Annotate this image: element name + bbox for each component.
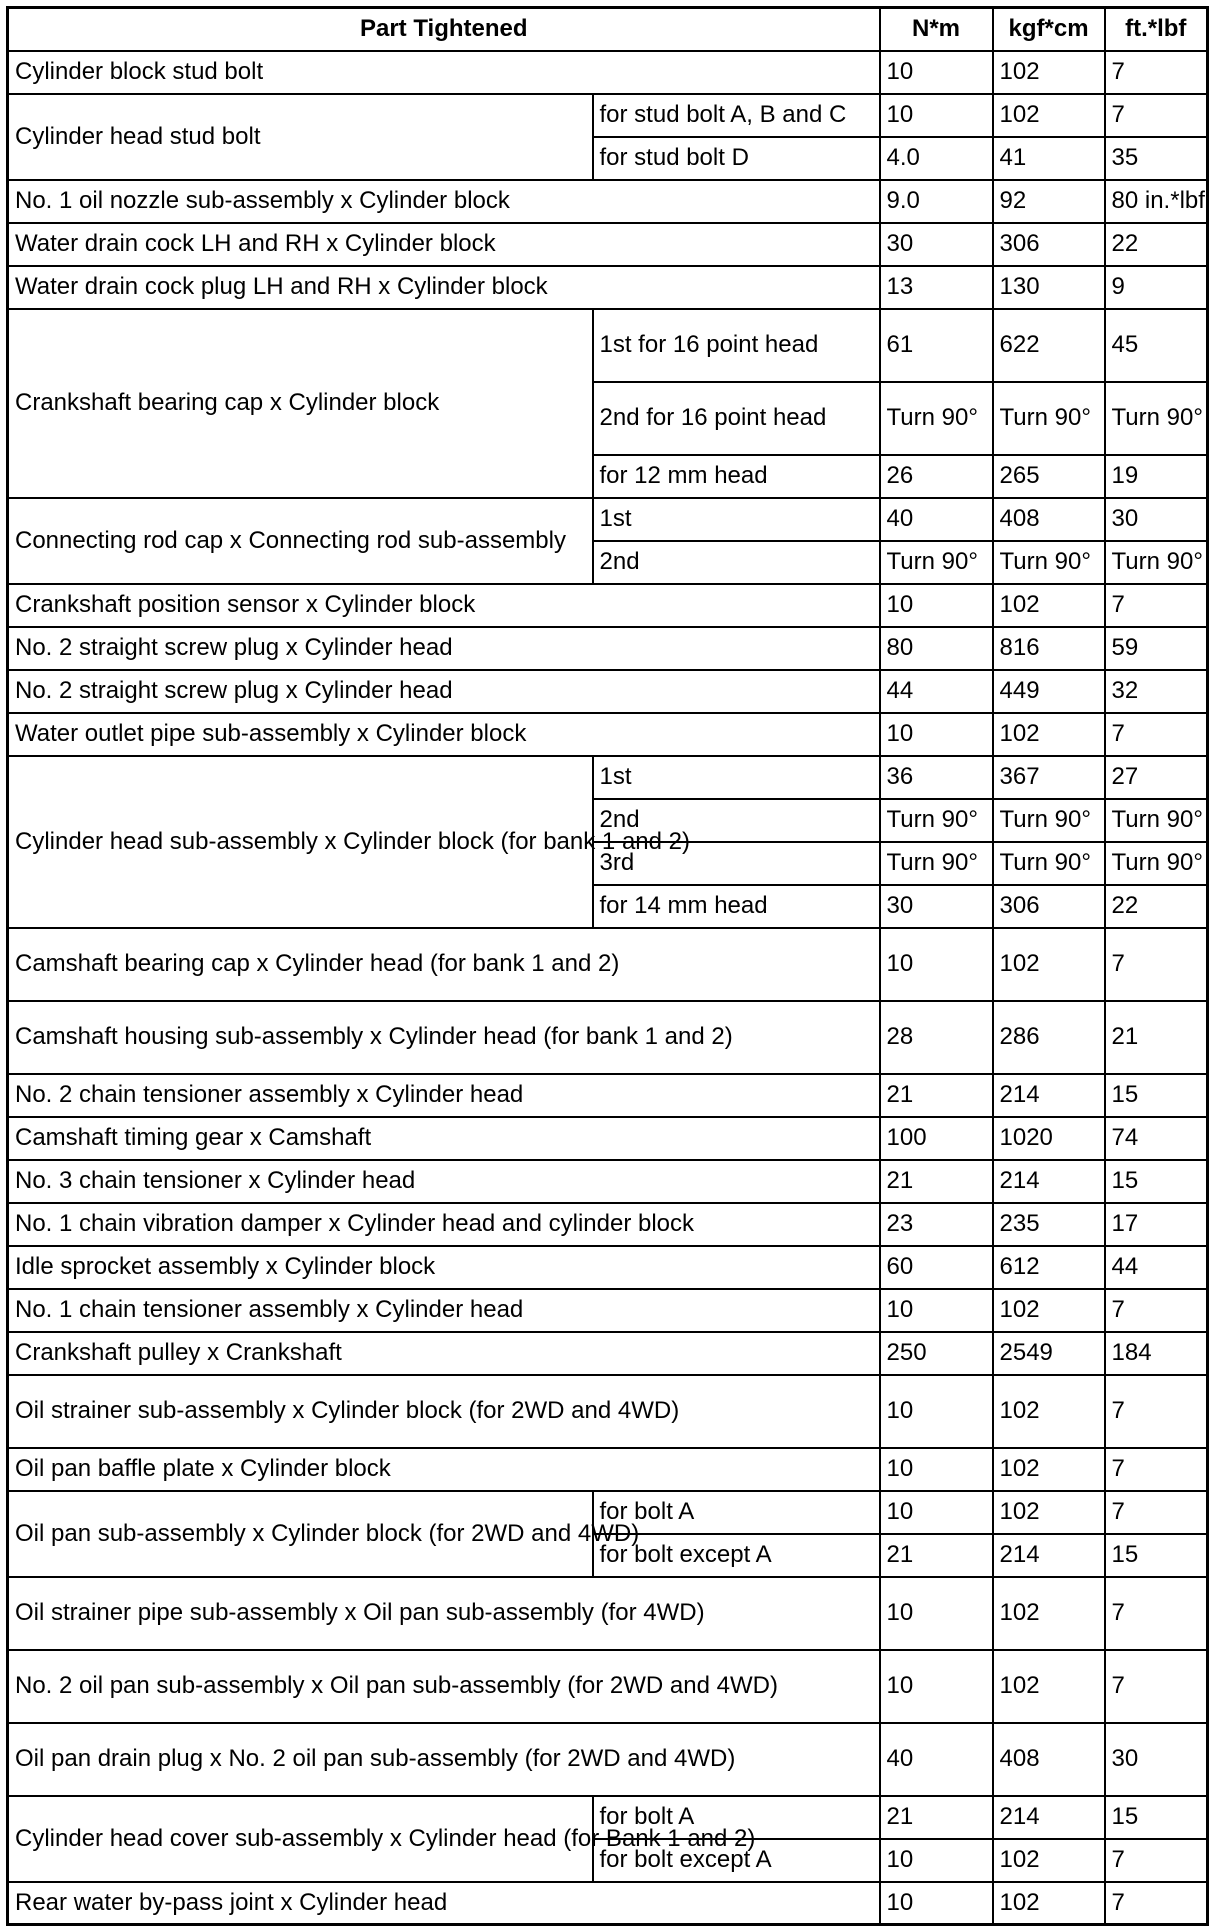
table-row xyxy=(8,1289,1208,1332)
kgfcm-value-cell: 306 xyxy=(993,223,1105,266)
part-name-cell: Cylinder head sub-assembly x Cylinder block (for bank 1 and 2) xyxy=(8,756,593,928)
condition-cell: 1st xyxy=(593,756,880,799)
part-name-cell: Cylinder head cover sub-assembly x Cylinder head (for Bank 1 and 2) xyxy=(8,1796,593,1882)
part-name-cell: Camshaft timing gear x Camshaft xyxy=(8,1117,880,1160)
table-row xyxy=(8,309,1208,382)
ftlbf-value-cell: 7 xyxy=(1105,1577,1208,1650)
ftlbf-value-cell: 27 xyxy=(1105,756,1208,799)
kgfcm-value-cell: 102 xyxy=(993,1448,1105,1491)
kgfcm-value-cell: Turn 90° xyxy=(993,382,1105,455)
nm-value-cell: 250 xyxy=(880,1332,993,1375)
table-row xyxy=(8,94,1208,137)
torque-spec-table xyxy=(6,6,1209,1926)
kgfcm-value-cell: 102 xyxy=(993,1839,1105,1882)
condition-cell: for 12 mm head xyxy=(593,455,880,498)
condition-cell: for bolt A xyxy=(593,1491,880,1534)
ftlbf-value-cell: 15 xyxy=(1105,1160,1208,1203)
ftlbf-value-cell: 59 xyxy=(1105,627,1208,670)
part-name-cell: No. 2 straight screw plug x Cylinder head xyxy=(8,627,880,670)
ftlbf-value-cell: 15 xyxy=(1105,1796,1208,1839)
header-part-tightened: Part Tightened xyxy=(8,8,880,51)
ftlbf-value-cell: 30 xyxy=(1105,1723,1208,1796)
table-row xyxy=(8,756,1208,799)
nm-value-cell: 10 xyxy=(880,1577,993,1650)
table-row xyxy=(8,1448,1208,1491)
table-row xyxy=(8,584,1208,627)
kgfcm-value-cell: 214 xyxy=(993,1534,1105,1577)
part-name-cell: Water outlet pipe sub-assembly x Cylinder block xyxy=(8,713,880,756)
kgfcm-value-cell: 214 xyxy=(993,1074,1105,1117)
kgfcm-value-cell: 367 xyxy=(993,756,1105,799)
table-row xyxy=(8,1001,1208,1074)
ftlbf-value-cell: 22 xyxy=(1105,223,1208,266)
nm-value-cell: Turn 90° xyxy=(880,799,993,842)
kgfcm-value-cell: 130 xyxy=(993,266,1105,309)
ftlbf-value-cell: Turn 90° xyxy=(1105,541,1208,584)
table-row xyxy=(8,51,1208,94)
part-name-cell: No. 1 chain vibration damper x Cylinder head and cylinder block xyxy=(8,1203,880,1246)
nm-value-cell: 10 xyxy=(880,584,993,627)
header-kgfcm: kgf*cm xyxy=(993,8,1105,51)
nm-value-cell: 40 xyxy=(880,498,993,541)
kgfcm-value-cell: 102 xyxy=(993,928,1105,1001)
table-row xyxy=(8,1160,1208,1203)
table-row xyxy=(8,223,1208,266)
kgfcm-value-cell: 612 xyxy=(993,1246,1105,1289)
kgfcm-value-cell: 102 xyxy=(993,1650,1105,1723)
ftlbf-value-cell: 184 xyxy=(1105,1332,1208,1375)
nm-value-cell: 28 xyxy=(880,1001,993,1074)
table-row xyxy=(8,713,1208,756)
part-name-cell: Crankshaft pulley x Crankshaft xyxy=(8,1332,880,1375)
kgfcm-value-cell: 102 xyxy=(993,713,1105,756)
nm-value-cell: 10 xyxy=(880,1289,993,1332)
ftlbf-value-cell: 7 xyxy=(1105,713,1208,756)
nm-value-cell: 10 xyxy=(880,713,993,756)
nm-value-cell: 23 xyxy=(880,1203,993,1246)
ftlbf-value-cell: 7 xyxy=(1105,1839,1208,1882)
table-row xyxy=(8,1203,1208,1246)
table-row xyxy=(8,1796,1208,1839)
part-name-cell: Cylinder head stud bolt xyxy=(8,94,593,180)
ftlbf-value-cell: 7 xyxy=(1105,51,1208,94)
table-row xyxy=(8,498,1208,541)
part-name-cell: Oil strainer pipe sub-assembly x Oil pan sub-assembly (for 4WD) xyxy=(8,1577,880,1650)
kgfcm-value-cell: 102 xyxy=(993,1289,1105,1332)
table-row xyxy=(8,1074,1208,1117)
part-name-cell: Crankshaft bearing cap x Cylinder block xyxy=(8,309,593,498)
table-row xyxy=(8,1375,1208,1448)
table-row xyxy=(8,1246,1208,1289)
nm-value-cell: 30 xyxy=(880,885,993,928)
condition-cell: for stud bolt A, B and C xyxy=(593,94,880,137)
condition-cell: for bolt A xyxy=(593,1796,880,1839)
kgfcm-value-cell: 286 xyxy=(993,1001,1105,1074)
kgfcm-value-cell: 408 xyxy=(993,498,1105,541)
condition-cell: 2nd for 16 point head xyxy=(593,382,880,455)
kgfcm-value-cell: 102 xyxy=(993,51,1105,94)
nm-value-cell: 10 xyxy=(880,1491,993,1534)
part-name-cell: Oil pan baffle plate x Cylinder block xyxy=(8,1448,880,1491)
part-name-cell: No. 2 straight screw plug x Cylinder head xyxy=(8,670,880,713)
ftlbf-value-cell: 22 xyxy=(1105,885,1208,928)
ftlbf-value-cell: 35 xyxy=(1105,137,1208,180)
nm-value-cell: 13 xyxy=(880,266,993,309)
nm-value-cell: 40 xyxy=(880,1723,993,1796)
ftlbf-value-cell: 15 xyxy=(1105,1074,1208,1117)
ftlbf-value-cell: 32 xyxy=(1105,670,1208,713)
kgfcm-value-cell: 265 xyxy=(993,455,1105,498)
part-name-cell: Water drain cock LH and RH x Cylinder block xyxy=(8,223,880,266)
ftlbf-value-cell: 7 xyxy=(1105,94,1208,137)
kgfcm-value-cell: 102 xyxy=(993,1577,1105,1650)
part-name-cell: No. 3 chain tensioner x Cylinder head xyxy=(8,1160,880,1203)
nm-value-cell: 10 xyxy=(880,928,993,1001)
kgfcm-value-cell: Turn 90° xyxy=(993,799,1105,842)
kgfcm-value-cell: 102 xyxy=(993,94,1105,137)
nm-value-cell: 21 xyxy=(880,1796,993,1839)
nm-value-cell: 21 xyxy=(880,1074,993,1117)
nm-value-cell: 10 xyxy=(880,1448,993,1491)
part-name-cell: Cylinder block stud bolt xyxy=(8,51,880,94)
condition-cell: for stud bolt D xyxy=(593,137,880,180)
ftlbf-value-cell: 74 xyxy=(1105,1117,1208,1160)
table-row xyxy=(8,266,1208,309)
nm-value-cell: 4.0 xyxy=(880,137,993,180)
part-name-cell: Idle sprocket assembly x Cylinder block xyxy=(8,1246,880,1289)
condition-cell: for bolt except A xyxy=(593,1839,880,1882)
nm-value-cell: 21 xyxy=(880,1160,993,1203)
header-ftlbf: ft.*lbf xyxy=(1105,8,1208,51)
condition-cell: 2nd xyxy=(593,799,880,842)
ftlbf-value-cell: 7 xyxy=(1105,1375,1208,1448)
part-name-cell: No. 2 chain tensioner assembly x Cylinder head xyxy=(8,1074,880,1117)
part-name-cell: Oil pan drain plug x No. 2 oil pan sub-assembly (for 2WD and 4WD) xyxy=(8,1723,880,1796)
ftlbf-value-cell: 15 xyxy=(1105,1534,1208,1577)
kgfcm-value-cell: 214 xyxy=(993,1796,1105,1839)
kgfcm-value-cell: 2549 xyxy=(993,1332,1105,1375)
header-nm: N*m xyxy=(880,8,993,51)
ftlbf-value-cell: Turn 90° xyxy=(1105,382,1208,455)
nm-value-cell: 10 xyxy=(880,51,993,94)
nm-value-cell: 10 xyxy=(880,1375,993,1448)
kgfcm-value-cell: 235 xyxy=(993,1203,1105,1246)
kgfcm-value-cell: 214 xyxy=(993,1160,1105,1203)
ftlbf-value-cell: Turn 90° xyxy=(1105,842,1208,885)
nm-value-cell: 26 xyxy=(880,455,993,498)
table-row xyxy=(8,180,1208,223)
ftlbf-value-cell: 7 xyxy=(1105,928,1208,1001)
ftlbf-value-cell: 44 xyxy=(1105,1246,1208,1289)
table-row xyxy=(8,1577,1208,1650)
condition-cell: for 14 mm head xyxy=(593,885,880,928)
kgfcm-value-cell: 102 xyxy=(993,1375,1105,1448)
table-row xyxy=(8,1332,1208,1375)
table-row xyxy=(8,1491,1208,1534)
kgfcm-value-cell: 622 xyxy=(993,309,1105,382)
ftlbf-value-cell: 7 xyxy=(1105,1289,1208,1332)
ftlbf-value-cell: 7 xyxy=(1105,1491,1208,1534)
ftlbf-value-cell: 9 xyxy=(1105,266,1208,309)
ftlbf-value-cell: 7 xyxy=(1105,1882,1208,1925)
ftlbf-value-cell: 7 xyxy=(1105,584,1208,627)
nm-value-cell: 10 xyxy=(880,94,993,137)
nm-value-cell: 21 xyxy=(880,1534,993,1577)
part-name-cell: Crankshaft position sensor x Cylinder block xyxy=(8,584,880,627)
part-name-cell: No. 2 oil pan sub-assembly x Oil pan sub-assembly (for 2WD and 4WD) xyxy=(8,1650,880,1723)
part-name-cell: Camshaft bearing cap x Cylinder head (for bank 1 and 2) xyxy=(8,928,880,1001)
table-body xyxy=(8,51,1208,1925)
ftlbf-value-cell: 30 xyxy=(1105,498,1208,541)
part-name-cell: No. 1 oil nozzle sub-assembly x Cylinder block xyxy=(8,180,880,223)
part-name-cell: Oil strainer sub-assembly x Cylinder block (for 2WD and 4WD) xyxy=(8,1375,880,1448)
kgfcm-value-cell: 816 xyxy=(993,627,1105,670)
nm-value-cell: 44 xyxy=(880,670,993,713)
kgfcm-value-cell: 102 xyxy=(993,1491,1105,1534)
ftlbf-value-cell: 45 xyxy=(1105,309,1208,382)
kgfcm-value-cell: 306 xyxy=(993,885,1105,928)
kgfcm-value-cell: Turn 90° xyxy=(993,842,1105,885)
ftlbf-value-cell: 17 xyxy=(1105,1203,1208,1246)
nm-value-cell: 61 xyxy=(880,309,993,382)
part-name-cell: Oil pan sub-assembly x Cylinder block (for 2WD and 4WD) xyxy=(8,1491,593,1577)
condition-cell: 3rd xyxy=(593,842,880,885)
kgfcm-value-cell: 1020 xyxy=(993,1117,1105,1160)
table-row xyxy=(8,1723,1208,1796)
kgfcm-value-cell: 102 xyxy=(993,584,1105,627)
ftlbf-value-cell: 21 xyxy=(1105,1001,1208,1074)
condition-cell: 2nd xyxy=(593,541,880,584)
table-row xyxy=(8,627,1208,670)
nm-value-cell: 60 xyxy=(880,1246,993,1289)
kgfcm-value-cell: 102 xyxy=(993,1882,1105,1925)
kgfcm-value-cell: 92 xyxy=(993,180,1105,223)
kgfcm-value-cell: 41 xyxy=(993,137,1105,180)
table-row xyxy=(8,928,1208,1001)
part-name-cell: Rear water by-pass joint x Cylinder head xyxy=(8,1882,880,1925)
table-row xyxy=(8,1117,1208,1160)
ftlbf-value-cell: 7 xyxy=(1105,1448,1208,1491)
kgfcm-value-cell: 408 xyxy=(993,1723,1105,1796)
part-name-cell: No. 1 chain tensioner assembly x Cylinder head xyxy=(8,1289,880,1332)
nm-value-cell: 9.0 xyxy=(880,180,993,223)
part-name-cell: Water drain cock plug LH and RH x Cylinder block xyxy=(8,266,880,309)
nm-value-cell: 80 xyxy=(880,627,993,670)
ftlbf-value-cell: 80 in.*lbf xyxy=(1105,180,1208,223)
condition-cell: for bolt except A xyxy=(593,1534,880,1577)
nm-value-cell: 10 xyxy=(880,1650,993,1723)
nm-value-cell: Turn 90° xyxy=(880,382,993,455)
table-row xyxy=(8,1650,1208,1723)
ftlbf-value-cell: 7 xyxy=(1105,1650,1208,1723)
ftlbf-value-cell: 19 xyxy=(1105,455,1208,498)
ftlbf-value-cell: Turn 90° xyxy=(1105,799,1208,842)
condition-cell: 1st for 16 point head xyxy=(593,309,880,382)
condition-cell: 1st xyxy=(593,498,880,541)
nm-value-cell: 10 xyxy=(880,1839,993,1882)
table-row xyxy=(8,670,1208,713)
nm-value-cell: 36 xyxy=(880,756,993,799)
nm-value-cell: Turn 90° xyxy=(880,541,993,584)
table-row xyxy=(8,1882,1208,1925)
kgfcm-value-cell: Turn 90° xyxy=(993,541,1105,584)
part-name-cell: Connecting rod cap x Connecting rod sub-assembly xyxy=(8,498,593,584)
nm-value-cell: 100 xyxy=(880,1117,993,1160)
kgfcm-value-cell: 449 xyxy=(993,670,1105,713)
part-name-cell: Camshaft housing sub-assembly x Cylinder head (for bank 1 and 2) xyxy=(8,1001,880,1074)
nm-value-cell: Turn 90° xyxy=(880,842,993,885)
nm-value-cell: 30 xyxy=(880,223,993,266)
header-row xyxy=(8,8,1208,51)
nm-value-cell: 10 xyxy=(880,1882,993,1925)
